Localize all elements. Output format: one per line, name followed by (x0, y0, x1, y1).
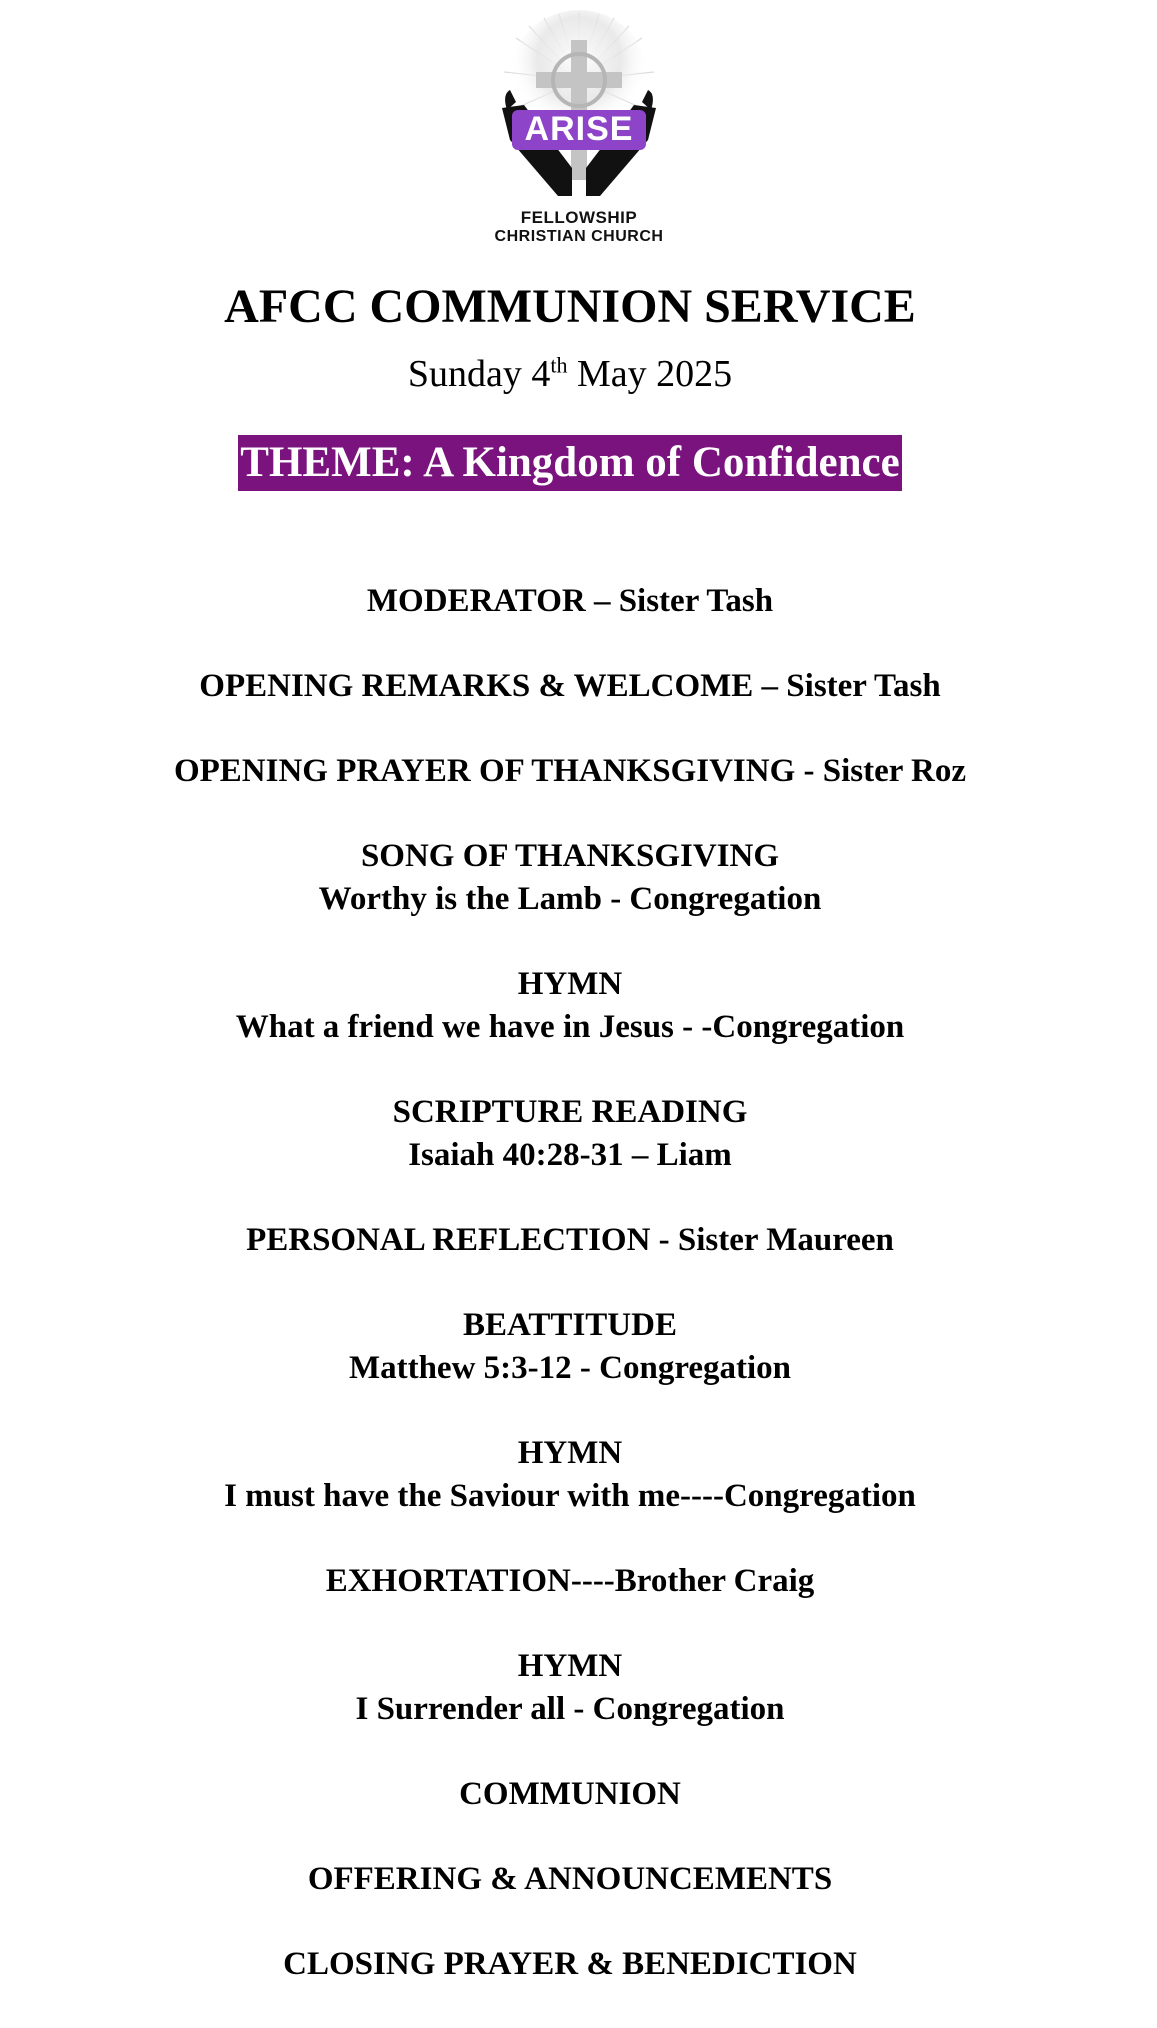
program-item-heading: COMMUNION (459, 1776, 681, 1812)
program-item (0, 1560, 1140, 1603)
program-item (0, 665, 1140, 708)
program-item-detail: I must have the Saviour with me----Congregation (224, 1478, 916, 1514)
service-title: AFCC COMMUNION SERVICE (224, 280, 916, 333)
program-item-detail: Worthy is the Lamb - Congregation (318, 881, 822, 917)
program-item (0, 963, 1140, 1049)
program-item-detail: Isaiah 40:28-31 – Liam (408, 1137, 732, 1173)
program-item-heading: SONG OF THANKSGIVING (360, 838, 780, 874)
date-suffix: May 2025 (567, 353, 733, 395)
program-item-heading: OFFERING & ANNOUNCEMENTS (307, 1861, 833, 1897)
program-item (0, 750, 1140, 793)
program-item-heading: MODERATOR – Sister Tash (366, 583, 774, 619)
church-logo (474, 10, 684, 250)
program-item-detail: I Surrender all - Congregation (355, 1691, 785, 1727)
program-item-heading: OPENING PRAYER OF THANKSGIVING - Sister Roz (173, 753, 967, 789)
program-item-heading: SCRIPTURE READING (392, 1094, 748, 1130)
program-item (0, 1304, 1140, 1390)
program-item (0, 1645, 1140, 1731)
program-item-heading: BEATTITUDE (463, 1307, 677, 1343)
program-item-detail: What a friend we have in Jesus - -Congregation (235, 1009, 905, 1045)
program-item (0, 1432, 1140, 1518)
program-item (0, 1943, 1140, 1986)
program-item-detail: Matthew 5:3-12 - Congregation (348, 1350, 792, 1386)
theme-text: THEME: A Kingdom of Confidence (238, 435, 901, 491)
program-item-heading: EXHORTATION----Brother Craig (325, 1563, 815, 1599)
logo-fellowship-text: FELLOWSHIP (520, 208, 638, 227)
program-item-heading: CLOSING PRAYER & BENEDICTION (283, 1946, 857, 1982)
program-item-heading: HYMN (517, 1435, 623, 1471)
logo-arise-text: ARISE (524, 110, 634, 148)
program-item (0, 1773, 1140, 1816)
service-date (0, 352, 1140, 398)
date-ordinal: th (550, 352, 568, 378)
program-item-heading: HYMN (517, 966, 623, 1002)
program-item (0, 1219, 1140, 1262)
date-prefix: Sunday 4 (407, 353, 551, 395)
program-item-heading: PERSONAL REFLECTION - Sister Maureen (246, 1222, 894, 1258)
theme-banner (0, 435, 1140, 491)
program-item-heading: OPENING REMARKS & WELCOME – Sister Tash (199, 668, 941, 704)
program-item (0, 580, 1140, 623)
program-item-heading: HYMN (517, 1648, 623, 1684)
program-item (0, 1091, 1140, 1177)
logo-church-text: CHRISTIAN CHURCH (494, 228, 664, 245)
program-item (0, 835, 1140, 921)
order-of-service (0, 580, 1140, 2028)
program-item (0, 1858, 1140, 1901)
